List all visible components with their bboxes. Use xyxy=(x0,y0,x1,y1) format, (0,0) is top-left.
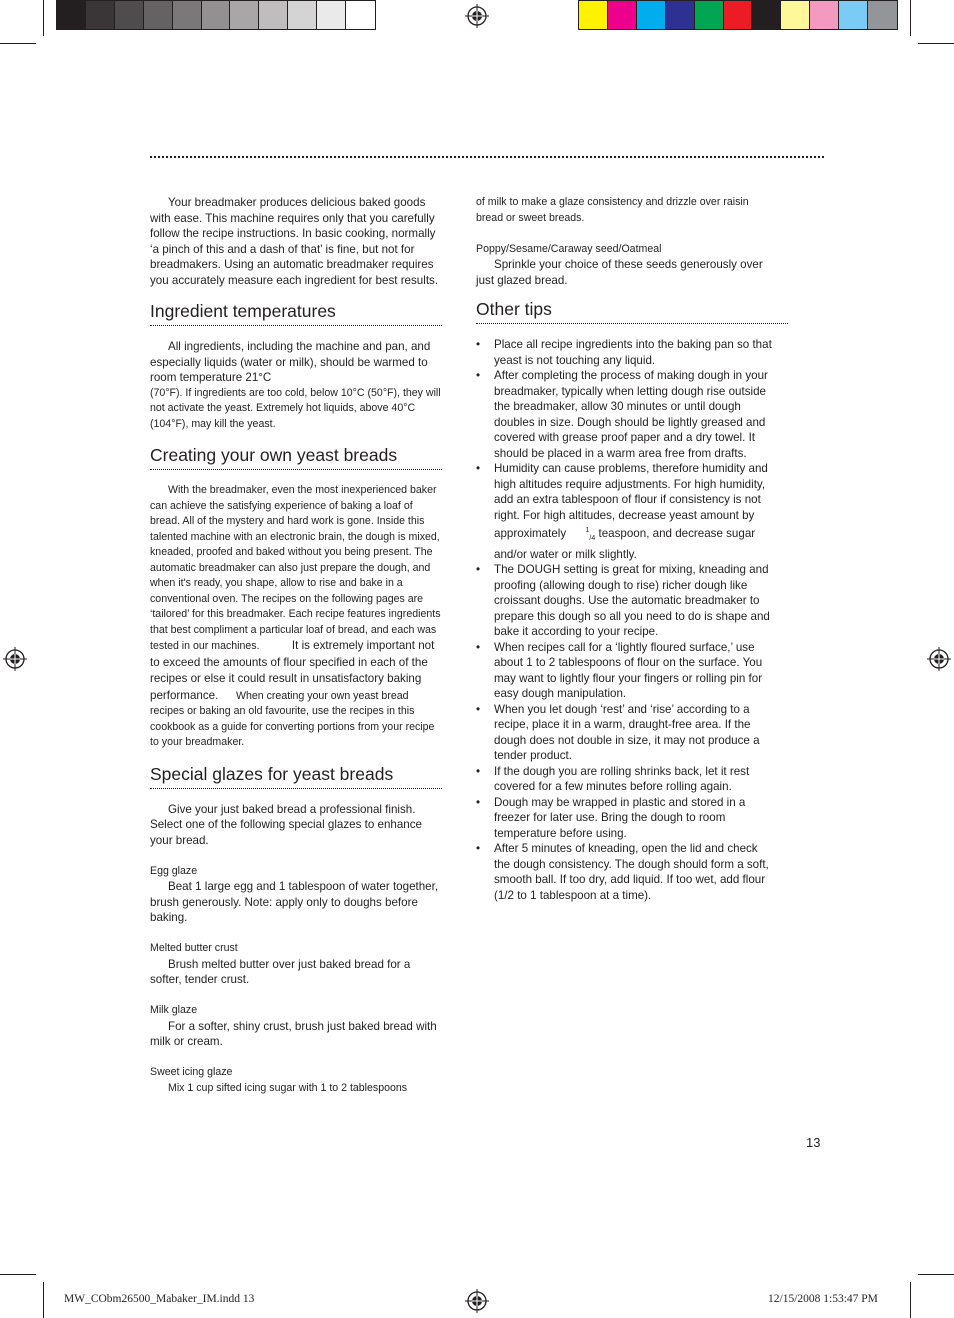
color-swatch xyxy=(230,1,259,29)
crop-mark xyxy=(0,1274,36,1275)
list-item: • After completing the process of making dough in your breadmaker, typically when letting dough rise outside the breadmaker, allow 30 minutes or until dough doubles in size. Dough should be lightly greased and covered with grease proof paper and a dry towel. It should be placed in a warm area free from drafts. xyxy=(476,369,768,460)
crop-mark xyxy=(910,1282,911,1318)
color-swatch xyxy=(724,1,753,29)
list-item: • When you let dough ‘rest’ and ‘rise’ according to a recipe, place it in a warm, draught-free area. If the dough does not double in size, it may not produce a tender product. xyxy=(476,702,760,763)
header-dotted-rule xyxy=(150,156,824,158)
registration-mark-icon xyxy=(3,647,27,671)
crop-mark xyxy=(918,43,954,44)
temp-paragraph-continued: (70°F). If ingredients are too cold, below 10°C (50°F), they will not activate the yeast. Extremely hot liquids, above 40°C (104°F), may kill the yeast. xyxy=(150,386,441,430)
heading-ingredient-temperatures: Ingredient temperatures xyxy=(150,300,442,326)
list-item: • Humidity can cause problems, therefore humidity and high altitudes require adjustments. For high humidity, add an extra tablespoon of flour if consistency is not right. For high altitudes, decrease yeast amount by approximately $^1_{/4}$ teaspoon, and decrease sugar and/or water or milk slightly. xyxy=(476,462,768,561)
list-item: • If the dough you are rolling shrinks back, let it rest covered for a few minutes before rolling again. xyxy=(476,764,750,794)
registration-mark-icon xyxy=(465,1289,489,1313)
list-item: • Place all recipe ingredients into the baking pan so that yeast is not touching any liquid. xyxy=(476,338,772,367)
registration-mark-icon xyxy=(927,647,951,671)
glaze-intro: Give your just baked bread a professional finish. Select one of the following special glazes to enhance your bread. xyxy=(150,802,422,847)
color-swatch xyxy=(608,1,637,29)
list-item: • Dough may be wrapped in plastic and stored in a freezer for later use. Bring the dough to room temperature before using. xyxy=(476,795,746,840)
icing-glaze-continued: of milk to make a glaze consistency and drizzle over raisin bread or sweet breads. xyxy=(476,196,749,224)
list-item: • When recipes call for a ‘lightly floured surface,’ use about 1 to 2 tablespoons of flour on the surface. You may want to lightly flour your fingers or rolling pin for easy dough manipulation. xyxy=(476,640,763,701)
color-swatch xyxy=(839,1,868,29)
color-swatch xyxy=(752,1,781,29)
grayscale-color-bar xyxy=(56,0,376,30)
crop-mark xyxy=(43,1282,44,1318)
crop-mark xyxy=(0,43,36,44)
seed-topping-text: Sprinkle your choice of these seeds generously over just glazed bread. xyxy=(476,258,763,287)
color-swatch xyxy=(57,1,86,29)
left-column xyxy=(150,195,442,1096)
butter-crust-text: Brush melted butter over just baked bread for a softer, tender crust. xyxy=(150,957,411,986)
color-swatch xyxy=(86,1,115,29)
color-swatch xyxy=(695,1,724,29)
crop-mark xyxy=(910,0,911,36)
color-swatch xyxy=(781,1,810,29)
tips-list xyxy=(476,337,776,903)
list-item: • The DOUGH setting is great for mixing, kneading and proofing (allowing dough to rise) richer dough like croissant doughs. Use the automatic breadmaker to prepare this dough so all you need to do is shape and bake it according to your recipe. xyxy=(476,563,770,639)
heading-creating-own-yeast-breads: Creating your own yeast breads xyxy=(150,444,442,470)
own-breads-paragraph: With the breadmaker, even the most inexperienced baker can achieve the satisfying experience of baking a loaf of bread. All of the mystery and hard work is gone. Inside this talented machine with an electronic brain, the dough is mixed, kneaded, proofed and baked without you being present. The automatic breadmaker can also just prepare the dough, and when it's ready, you shape, allow to rise and bake in a conventional oven. The recipes on the following pages are ‘tailored’ for this breadmaker. Each recipe features ingredients that best compliment a particular loaf of bread, and each was tested in our machines. It is extremely important not to exceed the amounts of flour specified in each of the recipes or else it could result in unsatisfactory baking performance. When creating your own yeast bread recipes or baking an old favourite, use the recipes in this cookbook as a guide for converting portions from your recipe to your breadmaker. xyxy=(150,484,441,748)
color-swatch xyxy=(637,1,666,29)
milk-glaze-title: Milk glaze xyxy=(150,1004,198,1016)
color-swatch xyxy=(579,1,608,29)
butter-crust-title: Melted butter crust xyxy=(150,942,238,954)
egg-glaze-title: Egg glaze xyxy=(150,864,198,877)
footer-filename: MW_CObm26500_Mabaker_IM.indd 13 xyxy=(64,1293,255,1305)
icing-glaze-title: Sweet icing glaze xyxy=(150,1066,233,1078)
color-swatch xyxy=(173,1,202,29)
registration-mark-icon xyxy=(465,4,489,28)
seed-topping-title: Poppy/Sesame/Caraway seed/Oatmeal xyxy=(476,242,662,255)
color-swatch xyxy=(666,1,695,29)
color-swatch xyxy=(317,1,346,29)
temp-paragraph: All ingredients, including the machine and pan, and especially liquids (water or milk), should be warmed to room temperature 21°C xyxy=(150,340,431,384)
color-swatch xyxy=(810,1,839,29)
heading-other-tips: Other tips xyxy=(476,298,788,324)
heading-special-glazes: Special glazes for yeast breads xyxy=(150,763,442,789)
intro-paragraph: Your breadmaker produces delicious baked goods with ease. This machine requires only that you carefully follow the recipe instructions. In basic cooking, normally ‘a pinch of this and a dash of that’ is fine, but not for breadmakers. Using an automatic breadmaker requires you accurately measure each ingredient for best results. xyxy=(150,196,439,287)
color-swatch xyxy=(115,1,144,29)
color-swatch xyxy=(202,1,231,29)
footer-datetime: 12/15/2008 1:53:47 PM xyxy=(768,1293,878,1305)
color-swatch xyxy=(346,1,375,29)
process-color-bar xyxy=(578,0,898,30)
color-swatch xyxy=(868,1,897,29)
crop-mark xyxy=(918,1274,954,1275)
color-swatch xyxy=(288,1,317,29)
color-swatch xyxy=(259,1,288,29)
egg-glaze-text: Beat 1 large egg and 1 tablespoon of water together, brush generously. Note: apply only to doughs before baking. xyxy=(150,880,439,924)
milk-glaze-text: For a softer, shiny crust, brush just baked bread with milk or cream. xyxy=(150,1019,437,1048)
color-swatch xyxy=(144,1,173,29)
list-item: • After 5 minutes of kneading, open the lid and check the dough consistency. The dough should form a soft, smooth ball. If too dry, add liquid. If too wet, add flour (1/2 to 1 tablespoon at a time). xyxy=(476,842,769,902)
right-column xyxy=(476,195,776,903)
page-number: 13 xyxy=(806,1135,821,1150)
icing-glaze-text: Mix 1 cup sifted icing sugar with 1 to 2 tablespoons xyxy=(168,1081,408,1094)
crop-mark xyxy=(43,0,44,36)
